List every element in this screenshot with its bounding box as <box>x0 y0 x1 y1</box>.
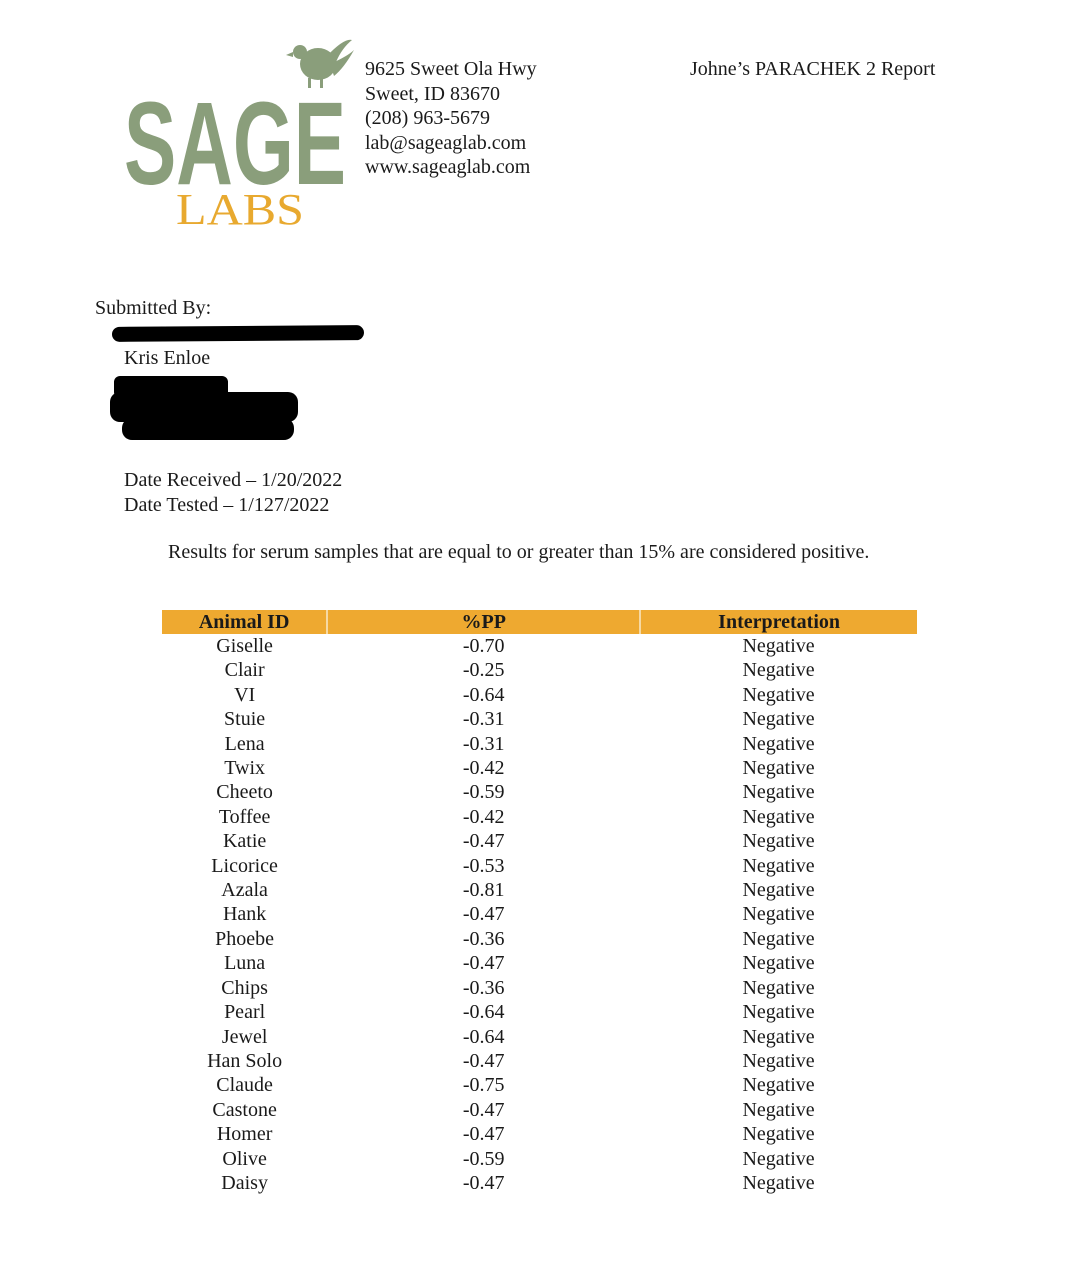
animal-id-cell: VI <box>234 683 256 706</box>
table-row <box>162 878 917 902</box>
table-row <box>162 658 917 682</box>
results-header-row <box>162 610 917 634</box>
animal-id-cell: Chips <box>221 976 268 999</box>
interpretation-cell: Negative <box>742 927 815 950</box>
interpretation-cell: Negative <box>742 830 815 853</box>
table-row <box>162 1147 917 1171</box>
interpretation-cell: Negative <box>742 732 815 755</box>
pp-cell: -0.64 <box>462 683 505 706</box>
table-row <box>162 1122 917 1146</box>
table-row <box>162 902 917 926</box>
interpretation-cell: Negative <box>742 1001 815 1024</box>
interpretation-cell: Negative <box>742 659 815 682</box>
date-tested: Date Tested – 1/127/2022 <box>124 493 330 516</box>
pp-cell: -0.81 <box>462 879 505 902</box>
lab-address-block <box>365 57 537 180</box>
address-street: 9625 Sweet Ola Hwy <box>365 58 537 80</box>
table-row <box>162 1000 917 1024</box>
animal-id-cell: Luna <box>224 952 266 975</box>
interpretation-cell: Negative <box>742 879 815 902</box>
date-received: Date Received – 1/20/2022 <box>124 469 343 491</box>
table-row <box>162 1073 917 1097</box>
interpretation-cell: Negative <box>742 1123 815 1146</box>
interpretation-cell: Negative <box>742 1098 815 1121</box>
table-row <box>162 805 917 829</box>
pp-cell: -0.70 <box>462 635 505 657</box>
table-row <box>162 829 917 853</box>
table-row <box>162 1049 917 1073</box>
interpretation-cell: Negative <box>742 1025 815 1048</box>
pp-cell: -0.47 <box>462 952 505 975</box>
animal-id-cell: Azala <box>221 879 268 902</box>
submitter-name: Kris Enloe <box>124 347 211 369</box>
animal-id-cell: Katie <box>222 830 267 853</box>
animal-id-cell: Twix <box>224 757 266 780</box>
pp-cell: -0.36 <box>462 927 505 950</box>
interpretation-cell: Negative <box>742 683 815 706</box>
interpretation-cell: Negative <box>742 903 815 926</box>
animal-id-cell: Stuie <box>224 708 266 731</box>
table-row <box>162 780 917 804</box>
animal-id-cell: Daisy <box>221 1171 268 1194</box>
animal-id-cell: Lena <box>224 732 265 755</box>
sage-labs-logo <box>122 34 358 234</box>
pp-cell: -0.75 <box>462 1074 505 1097</box>
animal-id-cell: Han Solo <box>207 1049 283 1072</box>
pp-cell: -0.47 <box>462 830 505 853</box>
redaction-mark <box>122 418 294 440</box>
pp-cell: -0.42 <box>462 805 505 828</box>
column-header-pp: %PP <box>327 610 640 634</box>
interpretation-cell: Negative <box>742 1049 815 1072</box>
animal-id-cell: Olive <box>222 1147 267 1170</box>
interpretation-cell: Negative <box>742 1147 815 1170</box>
pp-cell: -0.42 <box>462 757 505 780</box>
redaction-mark <box>112 325 364 342</box>
pp-cell: -0.25 <box>462 659 505 682</box>
animal-id-cell: Toffee <box>218 805 271 828</box>
pp-cell: -0.47 <box>462 1049 505 1072</box>
column-header-animal-id: Animal ID <box>162 610 327 634</box>
address-email: lab@sageaglab.com <box>365 131 527 154</box>
animal-id-cell: Claude <box>216 1074 273 1097</box>
interpretation-cell: Negative <box>742 1171 815 1194</box>
interpretation-cell: Negative <box>742 757 815 780</box>
table-row <box>162 756 917 780</box>
interpretation-cell: Negative <box>742 708 815 731</box>
table-row <box>162 927 917 951</box>
address-city: Sweet, ID 83670 <box>365 82 500 105</box>
interpretation-cell: Negative <box>742 952 815 975</box>
interpretation-cell: Negative <box>742 781 815 804</box>
animal-id-cell: Castone <box>212 1098 277 1121</box>
pp-cell: -0.59 <box>462 1147 505 1170</box>
pp-cell: -0.47 <box>462 1123 505 1146</box>
pp-cell: -0.31 <box>462 732 505 755</box>
animal-id-cell: Giselle <box>216 635 273 657</box>
animal-id-cell: Jewel <box>221 1025 268 1048</box>
interpretation-cell: Negative <box>742 854 815 877</box>
pp-cell: -0.47 <box>462 1171 505 1194</box>
pp-cell: -0.31 <box>462 708 505 731</box>
pp-cell: -0.36 <box>462 976 505 999</box>
logo-word-labs: LABS <box>176 185 304 234</box>
interpretation-cell: Negative <box>742 1074 815 1097</box>
pp-cell: -0.47 <box>462 1098 505 1121</box>
animal-id-cell: Phoebe <box>215 927 275 950</box>
table-row <box>162 707 917 731</box>
table-row <box>162 1098 917 1122</box>
table-row <box>162 634 917 658</box>
logo-word-sage: SAGE <box>124 78 346 210</box>
address-website: www.sageaglab.com <box>365 156 531 178</box>
table-row <box>162 683 917 707</box>
column-header-interpretation: Interpretation <box>640 610 917 634</box>
table-row <box>162 951 917 975</box>
pp-cell: -0.47 <box>462 903 505 926</box>
table-row <box>162 732 917 756</box>
address-phone: (208) 963-5679 <box>365 107 490 129</box>
table-row <box>162 976 917 1000</box>
report-title: Johne’s PARACHEK 2 Report <box>690 58 936 80</box>
positive-threshold-note: Results for serum samples that are equal to or greater than 15% are considered positive. <box>168 541 870 563</box>
animal-id-cell: Cheeto <box>216 781 273 804</box>
results-table <box>162 610 917 1195</box>
interpretation-cell: Negative <box>742 805 815 828</box>
interpretation-cell: Negative <box>742 976 815 999</box>
pp-cell: -0.59 <box>462 781 505 804</box>
animal-id-cell: Hank <box>222 903 267 926</box>
animal-id-cell: Pearl <box>224 1001 266 1024</box>
table-row <box>162 1025 917 1049</box>
submitted-by-label: Submitted By: <box>95 297 212 319</box>
table-row <box>162 1171 917 1195</box>
dates-block <box>124 468 342 517</box>
results-body <box>162 634 917 1195</box>
pp-cell: -0.53 <box>462 854 505 877</box>
pp-cell: -0.64 <box>462 1001 505 1024</box>
pp-cell: -0.64 <box>462 1025 505 1048</box>
interpretation-cell: Negative <box>742 635 815 657</box>
animal-id-cell: Homer <box>216 1123 273 1146</box>
animal-id-cell: Clair <box>224 659 265 682</box>
animal-id-cell: Licorice <box>211 854 278 877</box>
table-row <box>162 854 917 878</box>
